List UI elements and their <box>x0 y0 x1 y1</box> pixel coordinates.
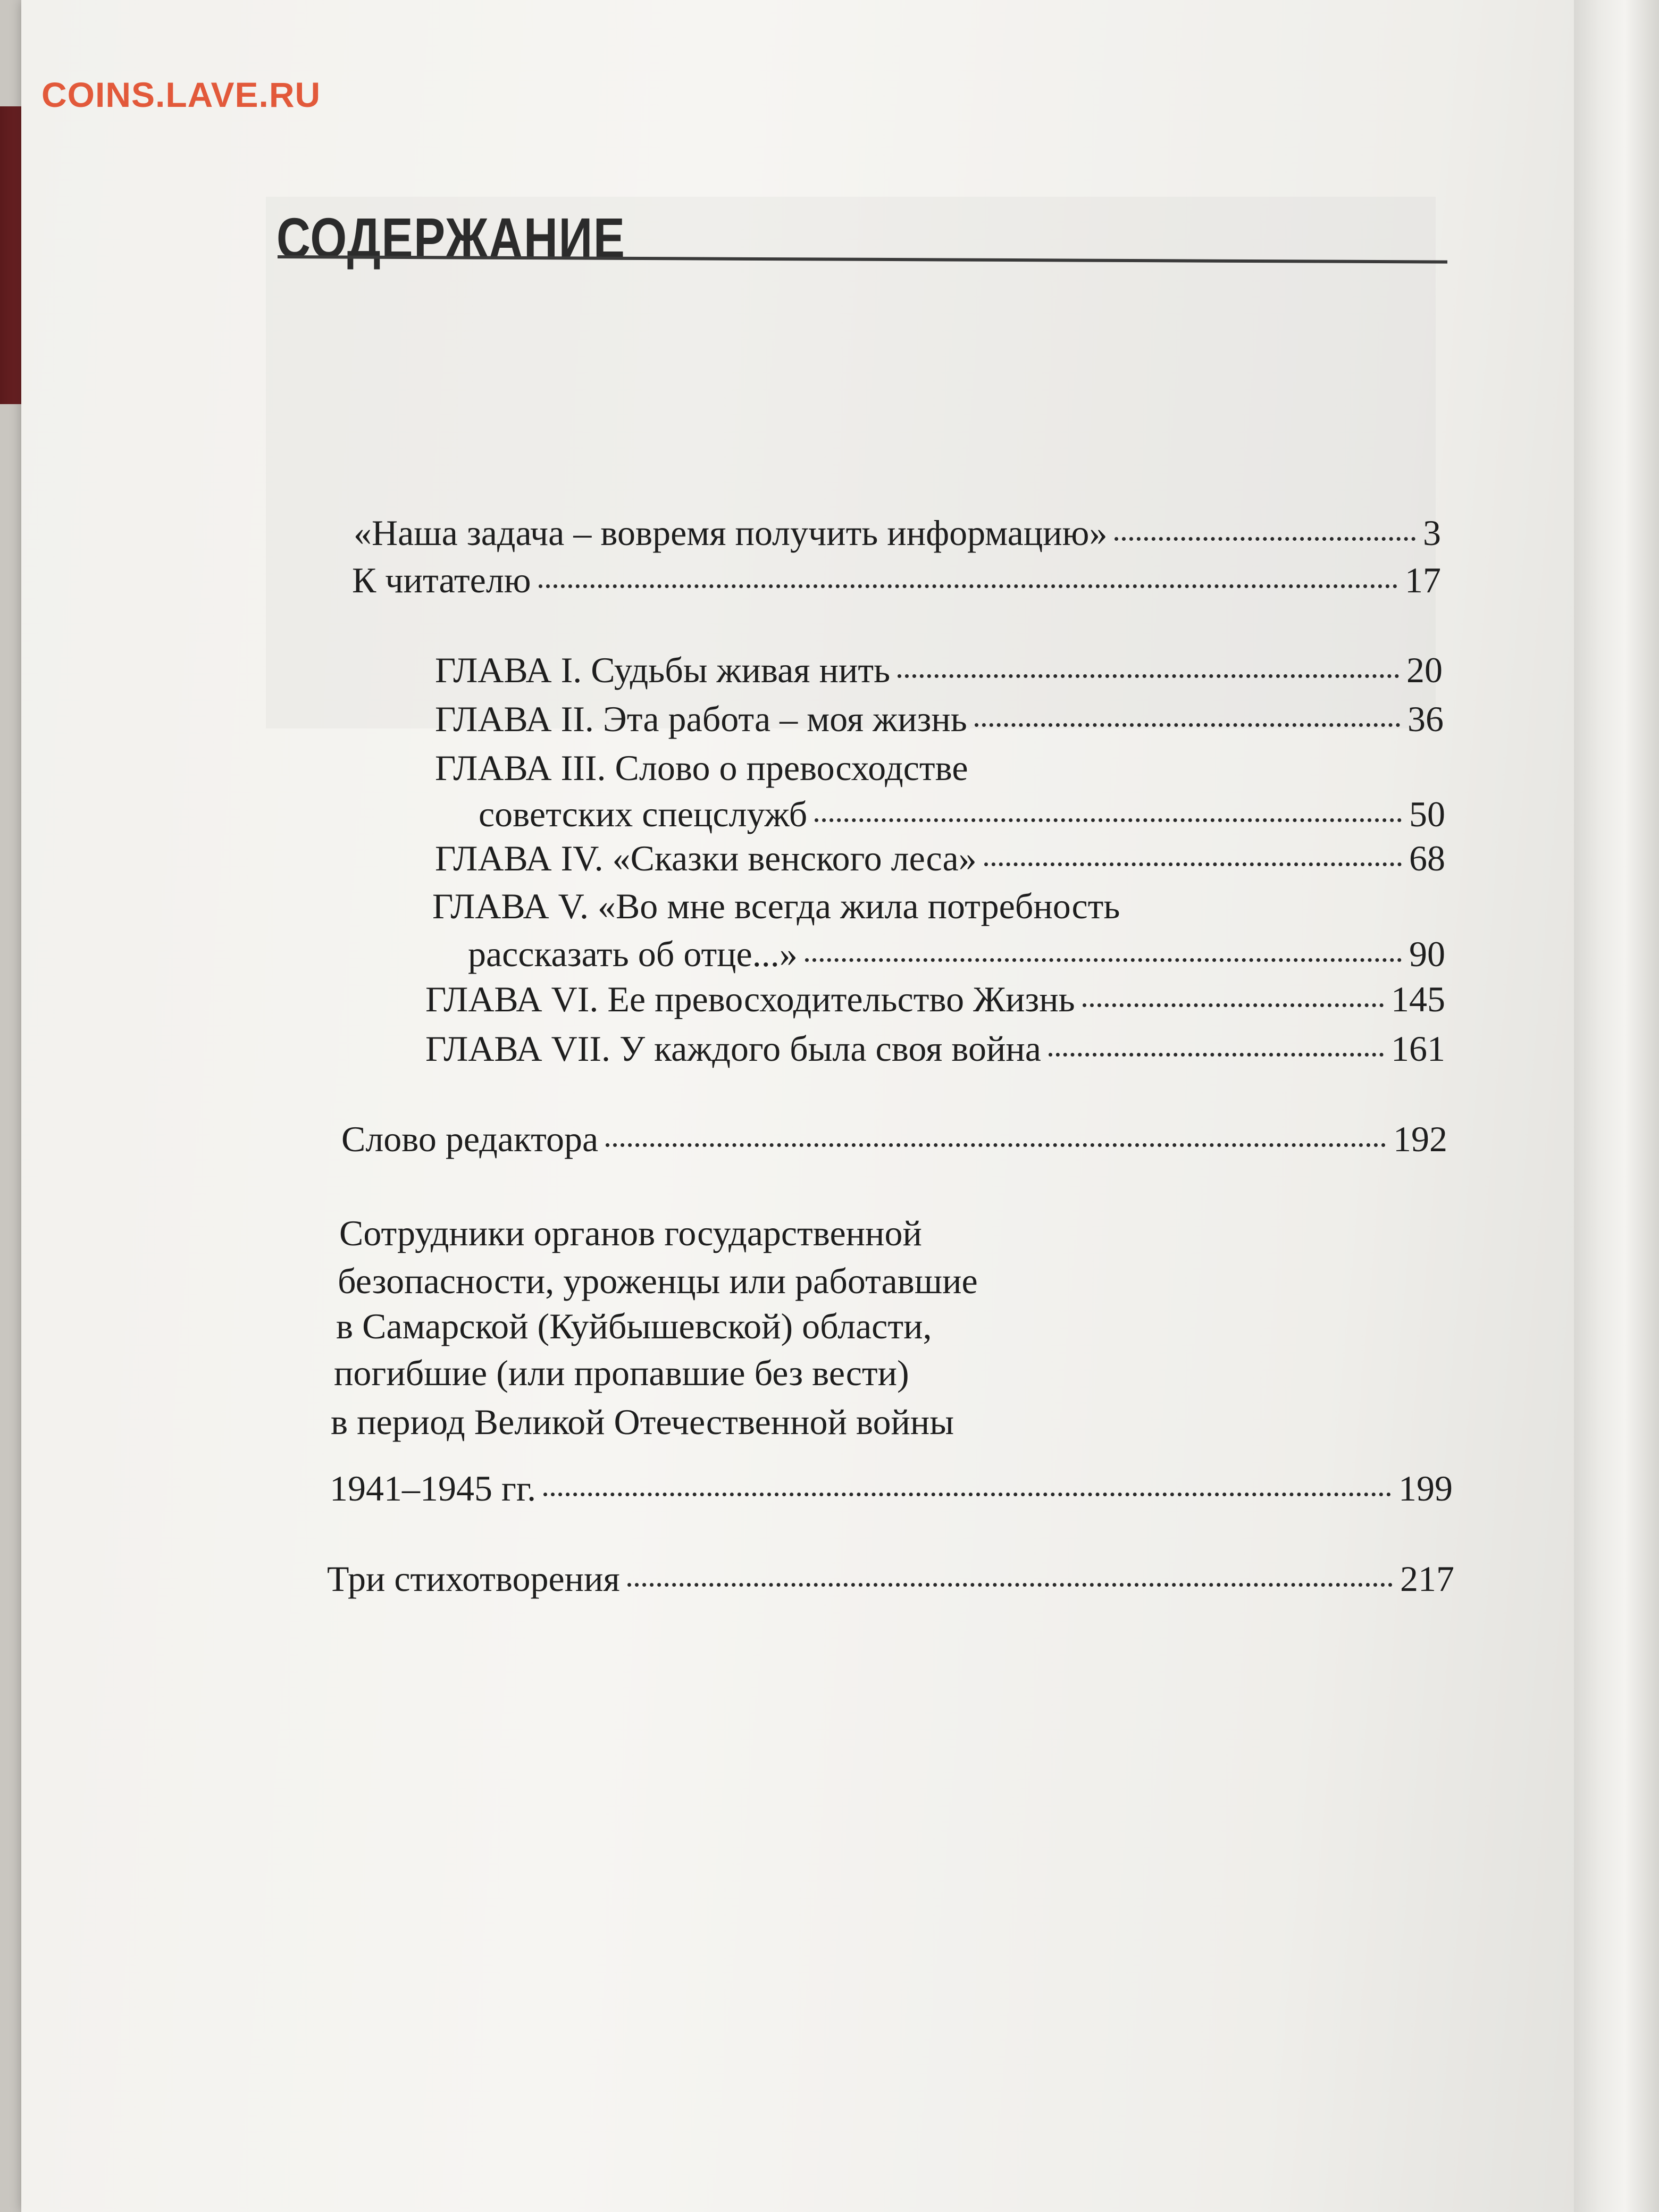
leader-dots <box>815 818 1402 822</box>
toc-entry-label: «Наша задача – вовремя получить информацию» <box>354 513 1108 553</box>
show-through-block <box>266 197 1436 728</box>
toc-entry-reader <box>352 562 1441 598</box>
toc-entry-label: К читателю <box>352 560 531 600</box>
leader-dots <box>975 723 1400 727</box>
toc-chapter-6 <box>425 981 1445 1017</box>
toc-entry-editor <box>341 1121 1447 1157</box>
leader-dots <box>898 674 1399 678</box>
toc-entry-label: ГЛАВА VI. Ее превосходительство Жизнь <box>425 979 1075 1019</box>
toc-entry-staff-line1: Сотрудники органов государственной <box>339 1213 922 1253</box>
toc-chapter-2 <box>435 701 1444 737</box>
toc-entry-label: 1941–1945 гг. <box>330 1468 537 1509</box>
leader-dots <box>1083 1003 1384 1007</box>
leader-dots <box>1115 537 1415 541</box>
toc-page-number: 17 <box>1405 560 1441 600</box>
toc-entry-label: ГЛАВА II. Эта работа – моя жизнь <box>435 699 967 739</box>
toc-page-number: 50 <box>1409 794 1445 834</box>
watermark: COINS.LAVE.RU <box>41 75 321 114</box>
toc-chapter-4 <box>435 840 1445 876</box>
toc-entry-staff-line2: безопасности, уроженцы или работавшие <box>338 1261 978 1301</box>
leader-dots <box>627 1583 1393 1587</box>
toc-page-number: 68 <box>1409 838 1445 878</box>
toc-entry-staff <box>330 1468 1453 1509</box>
toc-page-number: 199 <box>1398 1468 1453 1509</box>
leader-dots <box>984 862 1402 866</box>
leader-dots <box>606 1143 1386 1147</box>
toc-entry-label: ГЛАВА VII. У каждого была своя война <box>425 1028 1041 1069</box>
toc-entry-label: Три стихотворения <box>327 1559 620 1599</box>
page-title: СОДЕРЖАНИЕ <box>276 206 626 270</box>
toc-page-number: 3 <box>1423 513 1441 553</box>
page-stack-edge <box>1574 0 1659 2212</box>
toc-entry-label: ГЛАВА I. Судьбы живая нить <box>435 650 891 690</box>
toc-entry-label: Слово редактора <box>341 1119 599 1159</box>
toc-entry-label: советских спецслужб <box>479 794 808 834</box>
toc-entry-staff-line3: в Самарской (Куйбышевской) области, <box>336 1306 932 1346</box>
toc-chapter-3-line1: ГЛАВА III. Слово о превосходстве <box>435 748 968 788</box>
leader-dots <box>805 958 1402 962</box>
toc-chapter-3 <box>479 796 1445 832</box>
toc-page-number: 145 <box>1391 979 1445 1019</box>
toc-entry-staff-line5: в период Великой Отечественной войны <box>331 1402 954 1442</box>
toc-chapter-5-line1: ГЛАВА V. «Во мне всегда жила потребность <box>432 886 1120 926</box>
leader-dots <box>543 1493 1391 1496</box>
toc-page-number: 36 <box>1407 699 1444 739</box>
toc-entry-label: рассказать об отце...» <box>468 934 798 974</box>
toc-entry-label: ГЛАВА IV. «Сказки венского леса» <box>435 838 977 878</box>
leader-dots <box>1049 1053 1384 1057</box>
leader-dots <box>539 584 1397 588</box>
toc-chapter-5 <box>468 936 1445 972</box>
toc-page-number: 20 <box>1406 650 1443 690</box>
toc-entry-intro <box>354 515 1441 551</box>
toc-entry-staff-line4: погибшие (или пропавшие без вести) <box>334 1353 909 1393</box>
toc-chapter-1 <box>435 652 1443 688</box>
toc-chapter-7 <box>425 1030 1445 1067</box>
toc-page-number: 217 <box>1400 1559 1454 1599</box>
toc-entry-poems <box>327 1561 1454 1597</box>
toc-page-number: 192 <box>1393 1119 1447 1159</box>
toc-page-number: 90 <box>1409 934 1445 974</box>
toc-page-number: 161 <box>1391 1028 1445 1069</box>
